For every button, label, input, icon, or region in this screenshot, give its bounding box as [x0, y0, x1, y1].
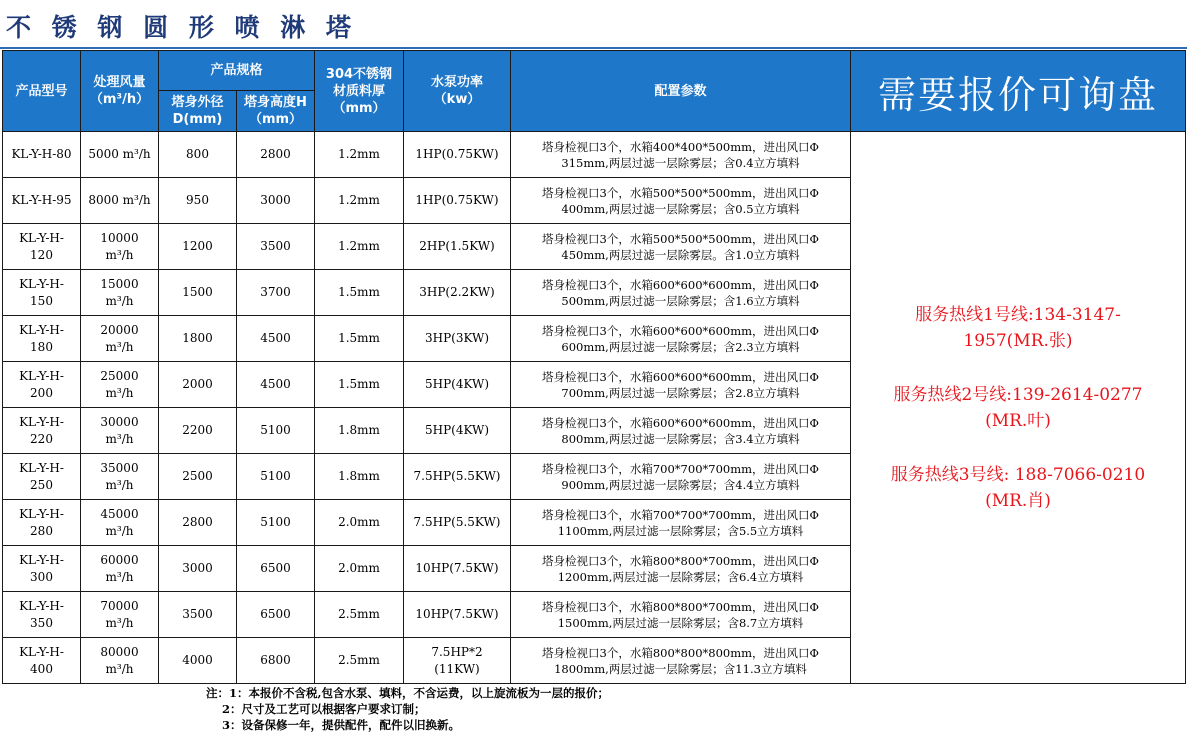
row-model-line: 400: [30, 661, 53, 676]
row-airflow-line: 70000: [100, 598, 139, 613]
row-pump-line: 10HP(7.5KW): [415, 561, 499, 575]
row-height: [237, 592, 315, 638]
row-model-line: 120: [30, 247, 53, 262]
row-thickness-line: 1.8mm: [338, 423, 380, 437]
hotline-text: 服务热线3号线: 188-7066-0210: [890, 464, 1146, 485]
row-diameter-line: 800: [186, 147, 209, 161]
row-airflow-line: m³/h: [105, 339, 134, 354]
row-airflow-line: m³/h: [105, 431, 134, 446]
row-model-line: KL-Y-H-: [19, 414, 64, 429]
row-thickness: [315, 224, 404, 270]
row-config-line: 1100mm,两层过滤一层除雾层；含5.5立方填料: [557, 523, 804, 538]
row-model: [3, 454, 81, 500]
row-config-line: 塔身检视口3个，水箱700*700*700mm，进出风口Φ: [542, 461, 819, 476]
row-model-line: KL-Y-H-: [19, 598, 64, 613]
row-model-line: KL-Y-H-: [19, 460, 64, 475]
row-config-line: 1200mm,两层过滤一层除雾层；含6.4立方填料: [557, 569, 804, 584]
row-height: [237, 638, 315, 684]
row-airflow: [81, 224, 159, 270]
row-pump: [404, 592, 511, 638]
row-height: [237, 270, 315, 316]
row-model-line: 300: [30, 569, 53, 584]
row-pump: [404, 132, 511, 178]
product-table: [2, 50, 1186, 684]
row-model-line: 220: [30, 431, 53, 446]
row-height-line: 2800: [260, 147, 291, 161]
row-pump-line: 1HP(0.75KW): [415, 193, 499, 207]
row-thickness: [315, 546, 404, 592]
row-thickness: [315, 362, 404, 408]
row-config-line: 塔身检视口3个，水箱600*600*600mm，进出风口Φ: [542, 369, 819, 384]
hotline-1: [851, 302, 1185, 354]
row-model-line: KL-Y-H-80: [11, 147, 72, 161]
title-divider: [0, 47, 1187, 49]
row-config-line: 1800mm,两层过滤一层除雾层；含11.3立方填料: [554, 661, 807, 676]
row-model: [3, 500, 81, 546]
row-height-line: 5100: [260, 515, 291, 529]
row-airflow-line: m³/h: [105, 661, 134, 676]
row-airflow-line: m³/h: [105, 523, 134, 538]
row-model-line: KL-Y-H-: [19, 552, 64, 567]
row-airflow-line: 35000: [100, 460, 139, 475]
row-config-line: 500mm,两层过滤一层除雾层；含1.6立方填料: [561, 293, 800, 308]
row-model: [3, 546, 81, 592]
row-pump-line: 2HP(1.5KW): [419, 239, 495, 253]
row-height-line: 5100: [260, 469, 291, 483]
row-model: [3, 132, 81, 178]
row-thickness: [315, 178, 404, 224]
row-airflow-line: 20000: [100, 322, 139, 337]
row-diameter: [159, 454, 237, 500]
row-model-line: KL-Y-H-: [19, 276, 64, 291]
row-config: [511, 592, 851, 638]
row-pump: [404, 546, 511, 592]
header-thickness-unit: （mm）: [332, 100, 386, 116]
row-pump-line: 5HP(4KW): [424, 377, 490, 391]
row-model-line: 350: [30, 615, 53, 630]
row-pump: [404, 638, 511, 684]
row-airflow: [81, 178, 159, 224]
row-pump: [404, 270, 511, 316]
row-height-line: 6500: [260, 561, 291, 575]
row-airflow-line: 30000: [100, 414, 139, 429]
contact-panel: [851, 132, 1186, 684]
row-height: [237, 454, 315, 500]
row-config-line: 450mm,两层过滤一层除雾层。含1.0立方填料: [561, 247, 800, 262]
row-config: [511, 454, 851, 500]
hotline-text: 服务热线2号线:139-2614-0277: [893, 384, 1143, 405]
row-diameter: [159, 362, 237, 408]
header-airflow-unit: （m³/h）: [89, 92, 150, 107]
row-pump-line: (11KW): [434, 661, 480, 676]
row-thickness-line: 1.5mm: [338, 331, 380, 345]
row-model: [3, 362, 81, 408]
note-2: 2：尺寸及工艺可以根据客户要求订制；: [206, 702, 426, 716]
row-thickness-line: 2.5mm: [338, 653, 380, 667]
row-model-line: 250: [30, 477, 53, 492]
row-diameter: [159, 316, 237, 362]
row-config-line: 315mm,两层过滤一层除雾层；含0.4立方填料: [561, 155, 800, 170]
row-config-line: 700mm,两层过滤一层除雾层；含2.8立方填料: [561, 385, 800, 400]
table-body: [3, 132, 1186, 684]
row-thickness-line: 1.2mm: [338, 147, 380, 161]
row-model-line: KL-Y-H-: [19, 506, 64, 521]
row-pump: [404, 178, 511, 224]
row-airflow-line: 8000 m³/h: [88, 193, 151, 207]
row-height-line: 6500: [260, 607, 291, 621]
row-pump: [404, 500, 511, 546]
row-thickness-line: 1.5mm: [338, 377, 380, 391]
row-model: [3, 316, 81, 362]
row-pump-line: 3HP(2.2KW): [419, 285, 495, 299]
row-config-line: 塔身检视口3个，水箱500*500*500mm，进出风口Φ: [542, 185, 819, 200]
row-config: [511, 178, 851, 224]
row-airflow: [81, 316, 159, 362]
table-row: [3, 132, 1186, 178]
hotline-text: (MR.叶): [985, 410, 1051, 431]
row-diameter-line: 2500: [182, 469, 213, 483]
row-thickness-line: 2.0mm: [338, 561, 380, 575]
row-diameter-line: 2200: [182, 423, 213, 437]
row-height-line: 3700: [260, 285, 291, 299]
row-height: [237, 178, 315, 224]
row-config: [511, 362, 851, 408]
row-height-line: 5100: [260, 423, 291, 437]
row-diameter: [159, 270, 237, 316]
row-height: [237, 546, 315, 592]
row-airflow: [81, 546, 159, 592]
header-height-label: 塔身高度H: [244, 95, 307, 110]
row-airflow: [81, 638, 159, 684]
row-diameter-line: 2000: [182, 377, 213, 391]
row-model: [3, 638, 81, 684]
row-diameter-line: 3000: [182, 561, 213, 575]
row-thickness: [315, 592, 404, 638]
row-thickness-line: 1.8mm: [338, 469, 380, 483]
row-model: [3, 592, 81, 638]
row-diameter-line: 2800: [182, 515, 213, 529]
header-model: 产品型号: [3, 51, 81, 132]
header-airflow-label: 处理风量: [93, 75, 146, 90]
row-model-line: KL-Y-H-: [19, 368, 64, 383]
row-airflow-line: m³/h: [105, 615, 134, 630]
row-airflow-line: 10000: [100, 230, 139, 245]
row-model-line: KL-Y-H-: [19, 644, 64, 659]
row-airflow-line: 60000: [100, 552, 139, 567]
row-config: [511, 500, 851, 546]
row-airflow-line: 5000 m³/h: [88, 147, 151, 161]
row-model-line: 280: [30, 523, 53, 538]
row-pump-line: 10HP(7.5KW): [415, 607, 499, 621]
row-height-line: 3500: [260, 239, 291, 253]
row-model: [3, 408, 81, 454]
page-title: 不 锈 钢 圆 形 喷 淋 塔: [6, 13, 357, 42]
row-pump: [404, 362, 511, 408]
row-diameter: [159, 638, 237, 684]
header-height-unit: （mm）: [248, 112, 303, 127]
row-thickness-line: 1.5mm: [338, 285, 380, 299]
row-config-line: 600mm,两层过滤一层除雾层；含2.3立方填料: [561, 339, 800, 354]
row-diameter-line: 1200: [182, 239, 213, 253]
row-config-line: 800mm,两层过滤一层除雾层；含3.4立方填料: [561, 431, 800, 446]
row-diameter-line: 1500: [182, 285, 213, 299]
header-pump-unit: （kw）: [433, 92, 481, 107]
notes: [206, 685, 609, 733]
row-config: [511, 132, 851, 178]
header-pump-label: 水泵功率: [430, 75, 483, 90]
row-model-line: 180: [30, 339, 53, 354]
row-height-line: 3000: [260, 193, 291, 207]
row-thickness-line: 1.2mm: [338, 239, 380, 253]
row-airflow: [81, 454, 159, 500]
hotline-text: (MR.肖): [985, 490, 1051, 511]
row-config-line: 塔身检视口3个，水箱800*800*800mm，进出风口Φ: [542, 645, 819, 660]
row-config: [511, 270, 851, 316]
row-height-line: 4500: [260, 331, 291, 345]
row-pump: [404, 224, 511, 270]
row-diameter: [159, 132, 237, 178]
row-airflow-line: 25000: [100, 368, 139, 383]
row-airflow-line: m³/h: [105, 569, 134, 584]
row-model: [3, 224, 81, 270]
hotline-text: 1957(MR.张): [963, 330, 1073, 351]
row-diameter: [159, 408, 237, 454]
row-airflow: [81, 132, 159, 178]
header-pump: [404, 51, 511, 132]
row-model-line: KL-Y-H-: [19, 230, 64, 245]
row-airflow: [81, 408, 159, 454]
header-thickness-sub: 材质料厚: [332, 83, 385, 99]
row-pump-line: 1HP(0.75KW): [415, 147, 499, 161]
row-config: [511, 408, 851, 454]
row-config: [511, 316, 851, 362]
row-thickness: [315, 500, 404, 546]
row-diameter-line: 4000: [182, 653, 213, 667]
row-height: [237, 362, 315, 408]
row-thickness-line: 1.2mm: [338, 193, 380, 207]
header-diameter: [159, 91, 237, 132]
row-model-line: KL-Y-H-95: [11, 193, 72, 207]
row-thickness: [315, 270, 404, 316]
row-height: [237, 408, 315, 454]
row-height: [237, 500, 315, 546]
row-diameter: [159, 546, 237, 592]
row-config-line: 塔身检视口3个，水箱600*600*600mm，进出风口Φ: [542, 277, 819, 292]
header-thickness-label: 304不锈钢: [325, 66, 393, 82]
header-thickness: [315, 51, 404, 132]
hotline-3: [851, 462, 1185, 514]
row-config-line: 塔身检视口3个，水箱500*500*500mm，进出风口Φ: [542, 231, 819, 246]
row-pump: [404, 454, 511, 500]
row-height: [237, 224, 315, 270]
row-pump: [404, 408, 511, 454]
row-airflow-line: 45000: [100, 506, 139, 521]
row-config-line: 塔身检视口3个，水箱800*800*700mm，进出风口Φ: [542, 553, 819, 568]
row-diameter-line: 1800: [182, 331, 213, 345]
row-config-line: 塔身检视口3个，水箱600*600*600mm，进出风口Φ: [542, 323, 819, 338]
row-model: [3, 178, 81, 224]
row-airflow: [81, 592, 159, 638]
row-thickness: [315, 454, 404, 500]
row-airflow: [81, 362, 159, 408]
row-thickness: [315, 132, 404, 178]
header-height: [237, 91, 315, 132]
row-airflow-line: m³/h: [105, 247, 134, 262]
row-pump-line: 7.5HP(5.5KW): [413, 515, 501, 529]
row-airflow: [81, 500, 159, 546]
row-pump-line: 7.5HP(5.5KW): [413, 469, 501, 483]
row-airflow-line: 15000: [100, 276, 139, 291]
row-height: [237, 316, 315, 362]
row-height-line: 6800: [260, 653, 291, 667]
row-config-line: 塔身检视口3个，水箱800*800*700mm，进出风口Φ: [542, 599, 819, 614]
row-config-line: 塔身检视口3个，水箱600*600*600mm，进出风口Φ: [542, 415, 819, 430]
row-model-line: KL-Y-H-: [19, 322, 64, 337]
row-thickness-line: 2.0mm: [338, 515, 380, 529]
row-diameter: [159, 592, 237, 638]
row-config-line: 400mm,两层过滤一层除雾层；含0.5立方填料: [561, 201, 800, 216]
row-airflow: [81, 270, 159, 316]
hotline-text: 服务热线1号线:134-3147-: [915, 304, 1121, 325]
row-config-line: 1500mm,两层过滤一层除雾层；含8.7立方填料: [557, 615, 804, 630]
hotline-2: [851, 382, 1185, 434]
row-pump-line: 3HP(3KW): [424, 331, 490, 345]
row-diameter: [159, 500, 237, 546]
row-config: [511, 546, 851, 592]
row-thickness-line: 2.5mm: [338, 607, 380, 621]
row-thickness: [315, 408, 404, 454]
row-pump-line: 7.5HP*2: [431, 644, 483, 659]
row-height: [237, 132, 315, 178]
header-airflow: [81, 51, 159, 132]
quote-banner: 需要报价可询盘: [851, 51, 1186, 132]
row-pump-line: 5HP(4KW): [424, 423, 490, 437]
row-diameter: [159, 178, 237, 224]
row-config: [511, 224, 851, 270]
note-3: 3：设备保修一年，提供配件，配件以旧换新。: [206, 718, 461, 732]
header-diameter-label: 塔身外径: [171, 95, 224, 110]
header-spec: 产品规格: [159, 51, 315, 91]
row-airflow-line: 80000: [100, 644, 139, 659]
row-diameter-line: 950: [186, 193, 209, 207]
row-diameter-line: 3500: [182, 607, 213, 621]
row-diameter: [159, 224, 237, 270]
row-thickness: [315, 316, 404, 362]
row-config-line: 塔身检视口3个，水箱700*700*700mm，进出风口Φ: [542, 507, 819, 522]
row-model: [3, 270, 81, 316]
row-pump: [404, 316, 511, 362]
row-config: [511, 638, 851, 684]
row-airflow-line: m³/h: [105, 477, 134, 492]
row-airflow-line: m³/h: [105, 385, 134, 400]
row-model-line: 200: [30, 385, 53, 400]
header-diameter-unit: D(mm): [172, 112, 223, 127]
header-config: 配置参数: [511, 51, 851, 132]
row-height-line: 4500: [260, 377, 291, 391]
row-config-line: 900mm,两层过滤一层除雾层；含4.4立方填料: [561, 477, 800, 492]
row-config-line: 塔身检视口3个，水箱400*400*500mm，进出风口Φ: [542, 139, 819, 154]
row-thickness: [315, 638, 404, 684]
row-airflow-line: m³/h: [105, 293, 134, 308]
note-1: 注：1：本报价不含税,包含水泵、填料，不含运费，以上旋流板为一层的报价；: [206, 686, 610, 700]
row-model-line: 150: [30, 293, 53, 308]
